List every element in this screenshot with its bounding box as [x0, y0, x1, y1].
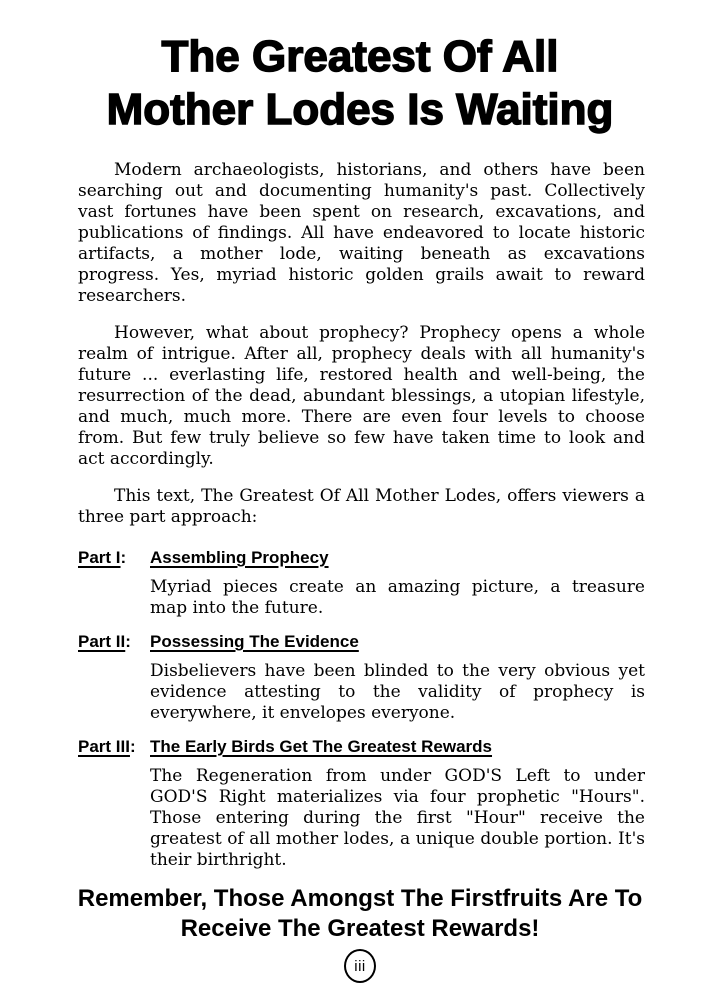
part-2-heading [150, 632, 645, 652]
part-1-body: Myriad pieces create an amazing picture, a treasure map into the future. [150, 577, 645, 618]
part-item-3 [78, 737, 645, 871]
paragraph-2: However, what about prophecy? Prophecy opens a whole realm of intrigue. After all, prophecy deals with all humanity's future ... everlasting life, restored health and well-being, the resurrection of the dead, abundant blessings, a utopian lifestyle, and much, much more. There are even four levels to choose from. But few truly believe so few have taken time to look and act accordingly. [78, 323, 645, 469]
part-3-label: Part III [78, 737, 130, 756]
part-3-label-cell [78, 737, 150, 871]
part-2-content [150, 632, 645, 724]
page-number: iii [354, 957, 366, 975]
part-1-label: Part I [78, 548, 121, 567]
part-1-colon: : [120, 548, 127, 567]
parts-list [78, 548, 645, 871]
part-1-content [150, 548, 645, 619]
part-1-heading [150, 548, 645, 568]
title-line-1: The Greatest Of All [161, 32, 559, 81]
part-1-label-cell [78, 548, 150, 619]
footer-line-1: Remember, Those Amongst The Firstfruits Are To [77, 885, 643, 912]
document-page [0, 30, 720, 990]
part-3-body: The Regeneration from under GOD'S Left to under GOD'S Right materializes via four prophetic "Hours". Those entering during the first "Hour" receive the greatest of all mother lodes, a unique double portion. It's their birthright. [150, 766, 645, 870]
title-line-2: Mother Lodes Is Waiting [106, 85, 614, 134]
part-2-body: Disbelievers have been blinded to the very obvious yet evidence attesting to the validity of prophecy is everywhere, it envelopes everyone. [150, 661, 645, 723]
part-3-content [150, 737, 645, 871]
part-2-colon: : [125, 632, 131, 651]
body-text [78, 160, 645, 528]
footer-statement [30, 884, 690, 944]
paragraph-3: This text, The Greatest Of All Mother Lodes, offers viewers a three part approach: [78, 486, 645, 527]
paragraph-1: Modern archaeologists, historians, and others have been searching out and documenting humanity's past. Collectively vast fortunes have been spent on research, excavations, and publications of findings. All have endeavored to locate historic artifacts, a mother lode, waiting beneath as excavations progress. Yes, myriad historic golden grails await to reward researchers. [78, 160, 645, 306]
part-2-heading-text: Possessing The Evidence [150, 632, 359, 651]
part-3-colon: : [129, 737, 136, 756]
page-title [20, 30, 700, 136]
footer-line-2: Receive The Greatest Rewards! [180, 915, 540, 942]
part-item-1 [78, 548, 645, 619]
part-2-label: Part II [78, 632, 126, 651]
part-1-heading-text: Assembling Prophecy [150, 548, 329, 567]
page-number-badge [344, 949, 376, 983]
part-2-label-cell [78, 632, 150, 724]
part-item-2 [78, 632, 645, 724]
part-3-heading-text: The Early Birds Get The Greatest Rewards [150, 737, 493, 756]
part-3-heading [150, 737, 645, 757]
